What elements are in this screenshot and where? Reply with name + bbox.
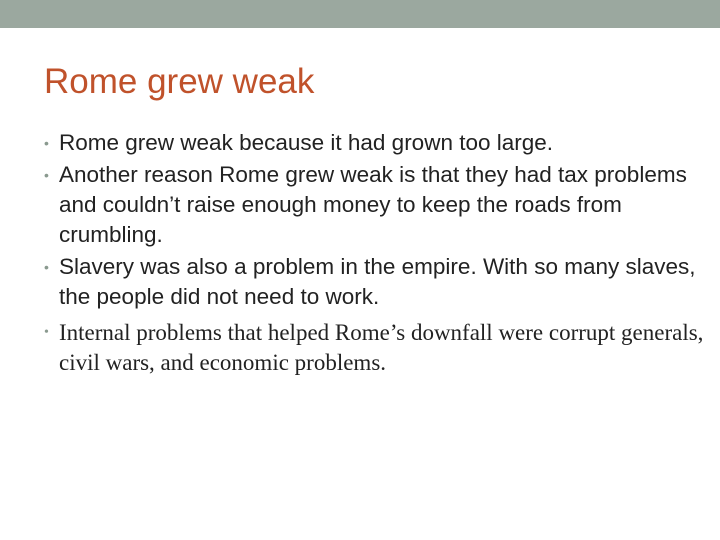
bullet-list — [44, 128, 704, 380]
bullet-text: Slavery was also a problem in the empire. With so many slaves, the people did not need to work. — [59, 254, 696, 309]
bullet-item — [44, 128, 704, 158]
bullet-marker-icon: • — [44, 259, 49, 275]
bullet-text: Rome grew weak because it had grown too large. — [59, 130, 554, 155]
top-accent-bar — [0, 0, 720, 28]
bullet-item — [44, 160, 704, 250]
bullet-item — [44, 318, 704, 378]
slide-title: Rome grew weak — [44, 62, 315, 101]
bullet-marker-icon: • — [44, 325, 49, 340]
bullet-marker-icon: • — [44, 135, 49, 151]
bullet-text: Internal problems that helped Rome’s downfall were corrupt generals, civil wars, and economic problems. — [59, 320, 704, 375]
bullet-item — [44, 252, 704, 312]
bullet-text: Another reason Rome grew weak is that they had tax problems and couldn’t raise enough money to keep the roads from crumbling. — [59, 162, 687, 247]
bullet-marker-icon: • — [44, 167, 49, 183]
